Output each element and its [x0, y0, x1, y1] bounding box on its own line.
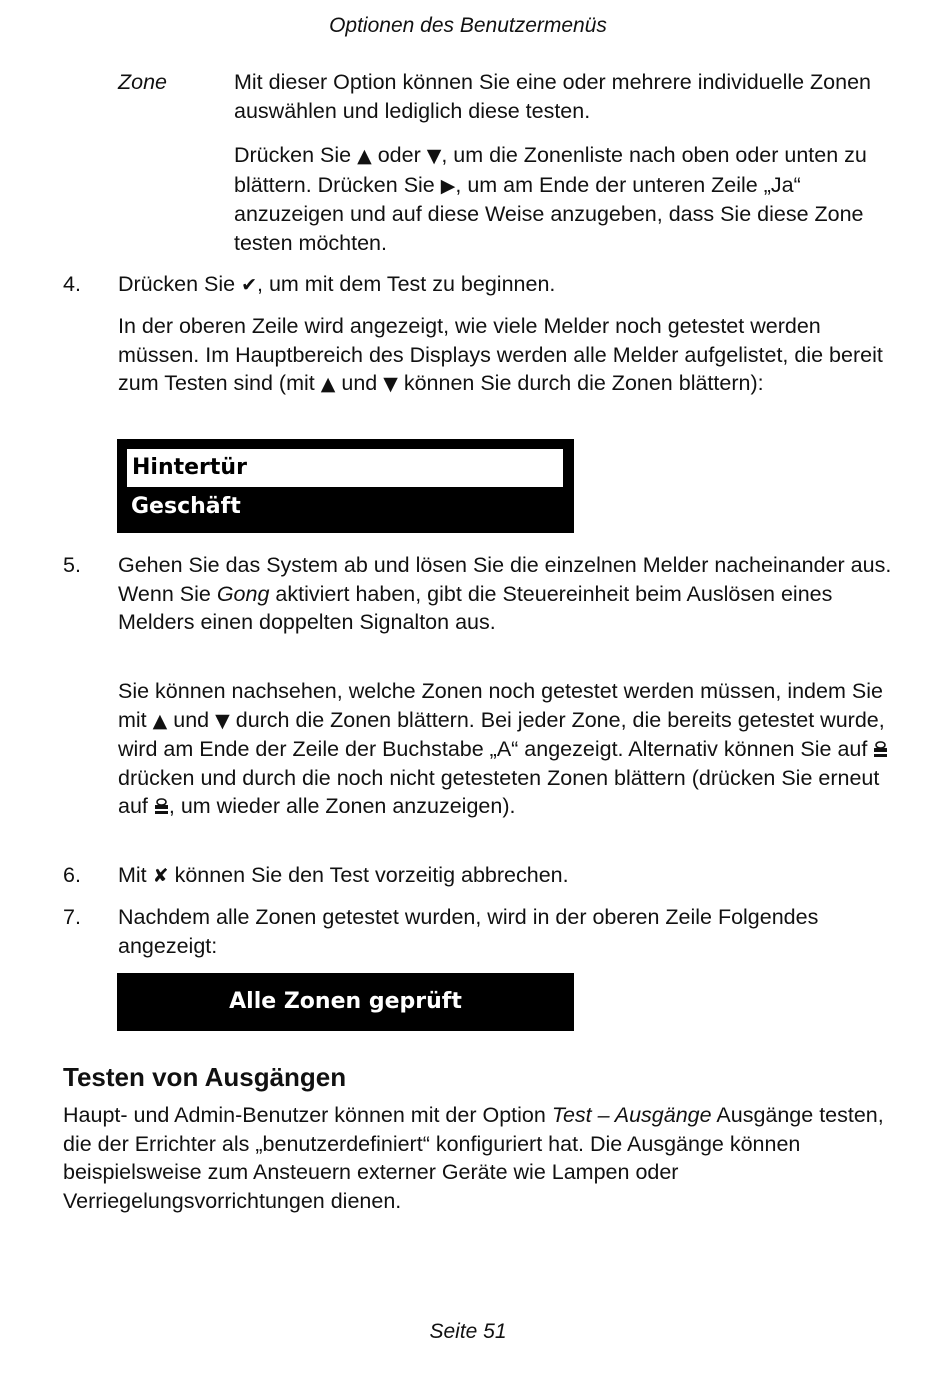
step-7-text: Nachdem alle Zonen getestet wurden, wird in der oberen Zeile Folgendes angezeigt: [118, 905, 819, 958]
lcd-display-all-tested: Alle Zonen geprüft [117, 973, 574, 1031]
down-arrow-icon: ▼ [215, 709, 230, 732]
step-6-text-2: können Sie den Test vorzeitig abbrechen. [174, 863, 569, 887]
step-5-p5: , um wieder alle Zonen anzuzeigen). [168, 794, 516, 818]
down-arrow-icon: ▼ [426, 145, 442, 167]
step-number-7: 7. [63, 905, 81, 929]
step-4-p2: und [341, 371, 378, 395]
nav-text-1: Drücken Sie [234, 143, 352, 167]
nav-text-3: , um die Zonenliste nach oben oder unten zu blättern. Drücken Sie [234, 143, 867, 197]
lcd-row: Geschäft [131, 494, 241, 519]
gong-option: Gong [216, 581, 270, 606]
section-text-2: Ausgänge testen, die der Errichter als „benutzerdefiniert“ konfiguriert hat. Die Ausgänge können beispielsweise zum Ansteuern externer Geräte wie Lampen oder Verriegelungsvorrichtungen dienen. [63, 1103, 884, 1213]
step-5-p1: Sie können nachsehen, welche Zonen noch getestet werden müssen, indem Sie mit [118, 679, 883, 732]
step-4-p3: können Sie durch die Zonen blättern): [403, 371, 764, 395]
up-arrow-icon: ▲ [320, 373, 336, 395]
zone-description: Mit dieser Option können Sie eine oder mehrere individuelle Zonen auswählen und lediglich diese testen. [234, 70, 872, 123]
step-5-text [118, 551, 893, 637]
step-5-text-2: aktiviert haben, gibt die Steuereinheit beim Auslösen eines Melders einen doppelten Signalton aus. [118, 581, 833, 634]
step-5-p3: durch die Zonen blättern. Bei jeder Zone, die bereits getestet wurde, wird am Ende der Zeile der Buchstabe „A“ angezeigt. Alternativ können Sie auf [118, 707, 885, 761]
step-4-text-2: , um mit dem Test zu beginnen. [257, 272, 556, 296]
step-6-text [118, 861, 893, 891]
step-number-6: 6. [63, 863, 81, 887]
step-4-text [118, 270, 893, 300]
step-5-p4: drücken und durch die noch nicht getesteten Zonen blättern (drücken Sie erneut auf [118, 765, 880, 818]
section-body [63, 1101, 893, 1215]
nav-text-2: oder [377, 143, 421, 167]
step-number-5: 5. [63, 553, 81, 577]
up-arrow-icon: ▲ [357, 145, 372, 167]
lcd-display-zone-list [117, 439, 574, 533]
nav-text-4: , um am Ende der unteren Zeile „Ja“ anzuzeigen und auf diese Weise anzugeben, dass Sie diese Zone testen möchten. [234, 172, 864, 255]
section-text-1: Haupt- und Admin-Benutzer können mit der Option [63, 1103, 546, 1127]
cross-icon: ✘ [152, 865, 169, 887]
step-5-explanation [118, 677, 893, 821]
step-6-text-1: Mit [118, 863, 147, 887]
right-arrow-icon: ▶ [440, 174, 456, 197]
step-4-text-1: Drücken Sie [118, 272, 236, 296]
step-number-4: 4. [63, 272, 81, 296]
page-header: Optionen des Benutzermenüs [329, 14, 607, 37]
test-outputs-option: Test – Ausgänge [551, 1103, 712, 1127]
key-icon [873, 741, 888, 758]
step-4-p1: In der oberen Zeile wird angezeigt, wie viele Melder noch getestet werden müssen. Im Hauptbereich des Displays werden alle Melder aufgelistet, die bereit zum Testen sind (mit [118, 314, 883, 395]
step-5-p2: und [173, 707, 210, 732]
down-arrow-icon: ▼ [383, 373, 398, 395]
step-5-text-1: Gehen Sie das System ab und lösen Sie die einzelnen Melder nacheinander aus. Wenn Sie [118, 553, 892, 606]
checkmark-icon: ✔ [241, 274, 258, 296]
zone-navigation-text [234, 141, 894, 257]
zone-term: Zone [118, 70, 168, 94]
step-4-explanation [118, 312, 893, 399]
key-icon [154, 798, 169, 815]
page-number: Seite 51 [429, 1320, 507, 1343]
lcd-selected-row: Hintertür [127, 449, 563, 487]
up-arrow-icon: ▲ [152, 709, 168, 732]
section-heading: Testen von Ausgängen [63, 1062, 347, 1092]
